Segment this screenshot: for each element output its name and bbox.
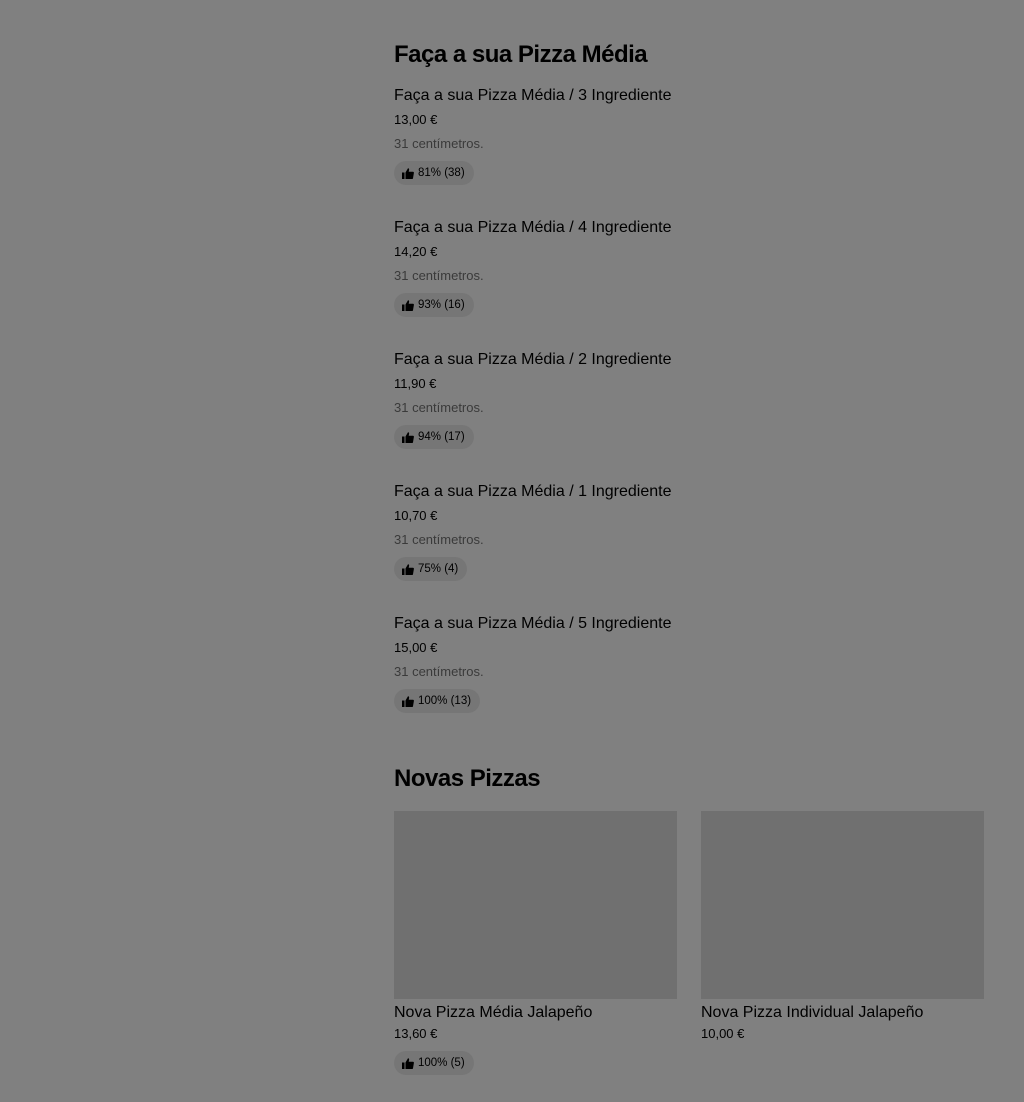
rating-text: 100% (13): [418, 695, 472, 707]
rating-badge: [394, 293, 474, 317]
item-description: 31 centímetros.: [394, 532, 484, 547]
section-title: Novas Pizzas: [394, 765, 541, 792]
item-name: Faça a sua Pizza Média / 2 Ingrediente: [394, 351, 672, 368]
menu-item[interactable]: [394, 482, 984, 575]
item-name: Faça a sua Pizza Média / 5 Ingrediente: [394, 615, 672, 632]
item-description: 31 centímetros.: [394, 664, 484, 679]
item-price: 11,90 €: [394, 376, 437, 391]
rating-badge: [394, 1051, 474, 1075]
item-price: 10,70 €: [394, 508, 438, 523]
thumbs-up-icon: [402, 1058, 414, 1069]
rating-text: 100% (5): [418, 1057, 465, 1069]
menu-item[interactable]: [394, 350, 984, 443]
rating-badge: [394, 425, 474, 449]
menu-item[interactable]: [394, 218, 984, 311]
product-image: [701, 811, 984, 999]
rating-badge: [394, 557, 467, 581]
thumbs-up-icon: [402, 432, 414, 443]
thumbs-up-icon: [402, 168, 414, 179]
thumbs-up-icon: [402, 300, 414, 311]
item-price: 13,00 €: [394, 112, 438, 127]
item-description: 31 centímetros.: [394, 268, 484, 283]
item-name: Faça a sua Pizza Média / 4 Ingrediente: [394, 219, 672, 236]
thumbs-up-icon: [402, 564, 414, 575]
product-image: [394, 811, 677, 999]
item-name: Faça a sua Pizza Média / 3 Ingrediente: [394, 87, 672, 104]
section-title: Faça a sua Pizza Média: [394, 41, 648, 68]
rating-badge: [394, 161, 474, 185]
product-name: Nova Pizza Individual Jalapeño: [701, 1004, 924, 1021]
item-name: Faça a sua Pizza Média / 1 Ingrediente: [394, 483, 672, 500]
product-price: 13,60 €: [394, 1026, 438, 1041]
product-card[interactable]: [394, 811, 677, 1075]
item-description: 31 centímetros.: [394, 136, 484, 151]
rating-text: 75% (4): [418, 563, 459, 575]
item-description: 31 centímetros.: [394, 400, 484, 415]
rating-text: 93% (16): [418, 299, 465, 311]
product-name: Nova Pizza Média Jalapeño: [394, 1004, 593, 1021]
thumbs-up-icon: [402, 696, 414, 707]
rating-badge: [394, 689, 480, 713]
menu-item[interactable]: [394, 614, 984, 707]
item-price: 14,20 €: [394, 244, 438, 259]
rating-text: 94% (17): [418, 431, 465, 443]
rating-text: 81% (38): [418, 167, 465, 179]
product-price: 10,00 €: [701, 1026, 745, 1041]
product-card[interactable]: [701, 811, 984, 1042]
menu-item[interactable]: [394, 86, 984, 179]
item-price: 15,00 €: [394, 640, 438, 655]
